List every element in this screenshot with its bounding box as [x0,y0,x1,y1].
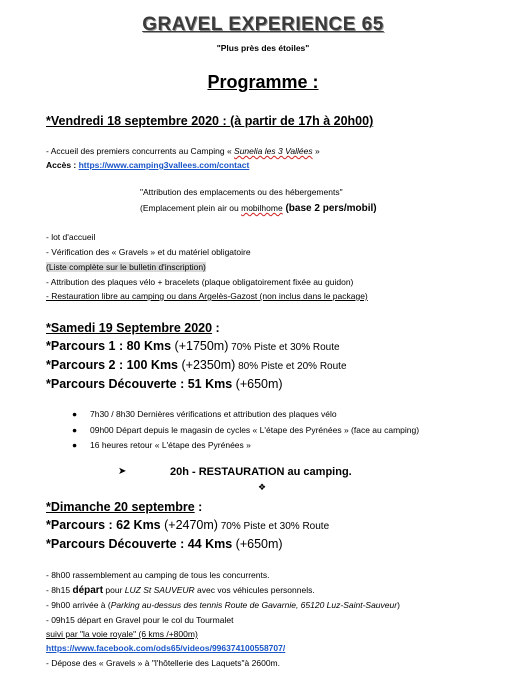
sunday-item-arrivee: - 9h00 arrivée à (Parking au-dessus des tennis Route de Gavarnie, 65120 Luz-Saint-Sauveur) [46,600,400,610]
event-title: GRAVEL EXPERIENCE 65 [142,14,384,35]
event-subtitle: "Plus près des étoiles" [216,43,310,53]
camping-link[interactable]: https://www.camping3vallees.com/contact [78,160,250,170]
arrow-icon: ➤ [118,466,127,477]
sunday-item-depose: - Dépose des « Gravels » à "l'hôtellerie des Laquets"à 2600m. [46,658,280,668]
sunday-heading: *Dimanche 20 septembre : [46,500,203,514]
saturday-bullet-1: ● 7h30 / 8h30 Dernières vérifications et attribution des plaques vélo [72,409,337,419]
facebook-video-link[interactable]: https://www.facebook.com/ods65/videos/996374100558707/ [46,643,286,653]
friday-emplacement: (Emplacement plein air ou mobilhome (base 2 pers/mobil) [140,203,377,214]
sunday-item-voie-royale: suivi par "la voie royale" (6 kms /+800m) [46,629,198,639]
saturday-restauration: 20h - RESTAURATION au camping. [170,466,352,478]
programme-heading: Programme : [207,72,319,92]
friday-item-liste: (Liste complète sur le bulletin d'inscription) [46,262,206,272]
friday-item-plaques: - Attribution des plaques vélo + bracelets (plaque obligatoirement fixée au guidon) [46,277,354,287]
diamond-icon: ❖ [258,482,267,492]
friday-item-lot: - lot d'accueil [46,232,96,242]
saturday-bullet-3: ● 16 heures retour « L'étape des Pyrénées » [72,440,251,450]
saturday-course-decouverte: *Parcours Découverte : 51 Kms (+650m) [46,377,283,391]
saturday-course-2: *Parcours 2 : 100 Kms (+2350m) 80% Piste et 20% Route [46,358,347,372]
saturday-bullet-2: ● 09h00 Départ depuis le magasin de cycles « L'étape des Pyrénées » (face au camping) [72,425,420,435]
friday-item-verification: - Vérification des « Gravels » et du matériel obligatoire [46,247,251,257]
friday-accueil: - Accueil des premiers concurrents au Camping « Sunelia les 3 Vallées » [46,146,320,156]
friday-attribution: "Attribution des emplacements ou des hébergements" [140,187,343,197]
saturday-heading: *Samedi 19 Septembre 2020 : [46,321,220,335]
sunday-item-depart: - 8h15 départ pour LUZ St SAUVEUR avec vos véhicules personnels. [46,585,315,596]
friday-heading: *Vendredi 18 septembre 2020 : (à partir de 17h à 20h00) [46,114,374,128]
sunday-course-1: *Parcours : 62 Kms (+2470m) 70% Piste et 30% Route [46,518,330,532]
friday-acces: Accès : https://www.camping3vallees.com/contact [46,160,250,170]
sunday-course-decouverte: *Parcours Découverte : 44 Kms (+650m) [46,537,283,551]
sunday-item-gravel-depart: - 09h15 départ en Gravel pour le col du Tourmalet [46,615,234,625]
saturday-course-1: *Parcours 1 : 80 Kms (+1750m) 70% Piste et 30% Route [46,339,340,353]
sunday-item-rassemblement: - 8h00 rassemblement au camping de tous les concurrents. [46,570,270,580]
friday-item-restauration: - Restauration libre au camping ou dans Argelès-Gazost (non inclus dans le package) [46,291,368,301]
